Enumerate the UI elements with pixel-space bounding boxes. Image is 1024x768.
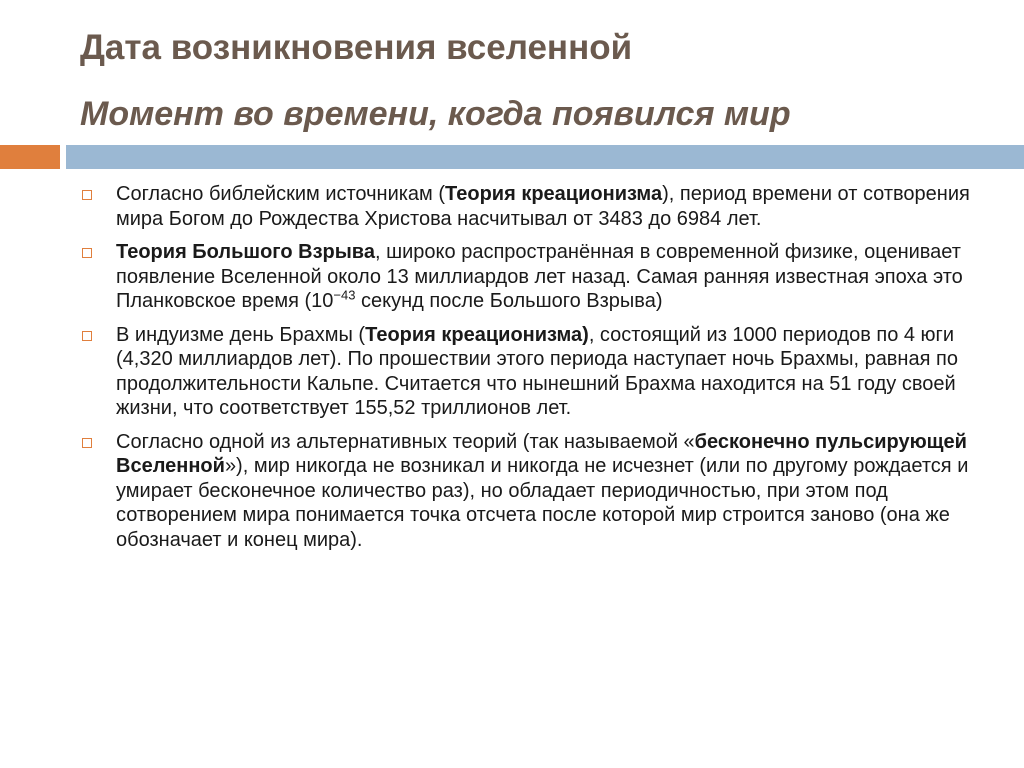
item-text: ), период времени от сотворения мира Богом до Рождества Христова насчитывал от 3483 до 6984 лет. [116, 183, 970, 230]
list-item [80, 430, 980, 553]
list-item [80, 323, 980, 421]
square-bullet-icon [82, 248, 92, 258]
item-text: Согласно одной из альтернативных теорий (так называемой « [116, 430, 695, 453]
item-text: »), мир никогда не возникал и никогда не исчезнет (или по другому рождается и умирает бесконечное количество раз), но обладает периодичностью, при этом под сотворением мира понимается точка отсчета после которой мир строится заново (она же обозначает и конец мира). [116, 455, 969, 551]
item-bold-text: Теория креационизма) [365, 323, 589, 346]
header-divider-bar [66, 145, 1024, 169]
square-bullet-icon [82, 331, 92, 341]
item-bold-text: Теория креационизма [445, 183, 663, 205]
item-text: В индуизме день Брахмы ( [116, 323, 366, 346]
item-text: , состоящий из 1000 периодов по 4 юги (4,320 миллиардов лет). По прошествии этого периода наступает ночь Брахмы, равная по продолжительности Кальпе. Считается что нынешний Брахма находится на 51 году своей жизни, что соответствует 155,52 триллионов лет. [116, 323, 958, 419]
square-bullet-icon [82, 438, 92, 448]
accent-bar [0, 145, 60, 169]
bullet-list [80, 182, 980, 561]
slide-subtitle: Момент во времени, когда появился мир [80, 95, 791, 133]
item-text: Согласно библейским источникам ( [116, 183, 446, 205]
slide-title: Дата возникновения вселенной [80, 28, 633, 67]
list-item [80, 182, 980, 231]
item-superscript: −43 [333, 287, 356, 303]
item-text: секунд после Большого Взрыва) [355, 290, 663, 312]
list-item [80, 240, 980, 314]
item-bold-text: бесконечно пульсирующей Вселенной [116, 430, 967, 477]
item-bold-text: Теория Большого Взрыва [116, 241, 375, 263]
item-text: , широко распространённая в современной физике, оценивает появление Вселенной около 13 миллиардов лет назад. Самая ранняя известная эпоха это Планковское время (10 [116, 241, 963, 312]
square-bullet-icon [82, 190, 92, 200]
